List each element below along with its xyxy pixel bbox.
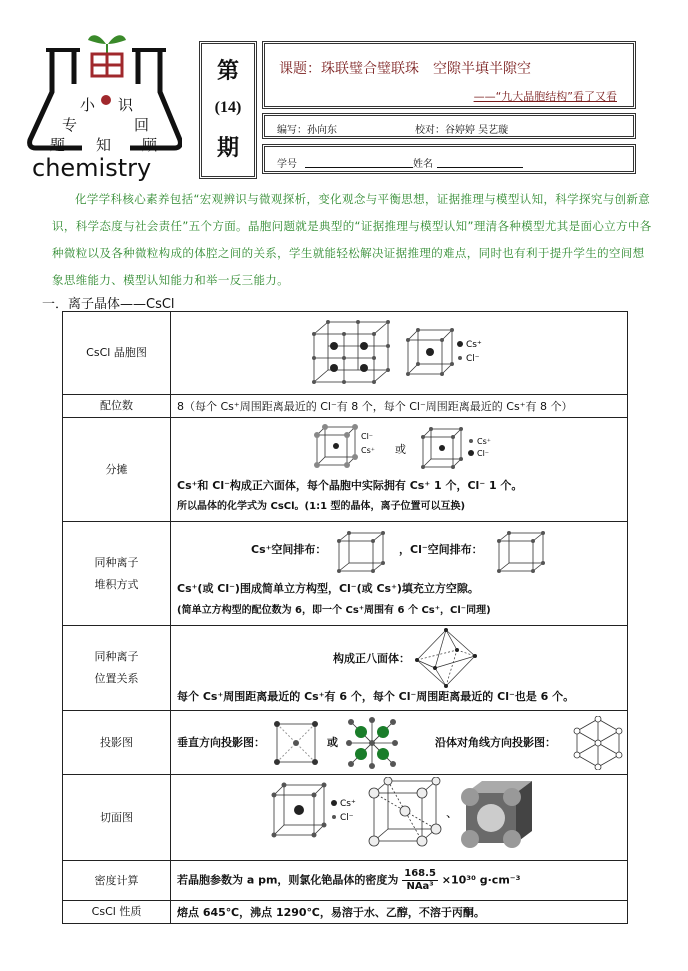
octahedron-diagram (413, 628, 479, 688)
position-line-1: 每个 Cs⁺周围距离最近的 Cs⁺有 6 个，每个 Cl⁻周围距离最近的 Cl⁻也是 6 个。 (177, 690, 575, 703)
student-info-box (262, 144, 636, 174)
topic-title: 课题：珠联璧合璧联珠 空隙半填半隙空 (279, 61, 531, 77)
issue-suffix: 期 (216, 135, 239, 161)
svg-text:Cs⁺: Cs⁺ (477, 436, 491, 446)
row-label-pos-2: 位置关系 (94, 672, 139, 685)
svg-text:Cs⁺: Cs⁺ (340, 799, 356, 809)
vertical-projection-label: 垂直方向投影图： (177, 735, 265, 749)
cs-arrangement-label: Cs⁺空间排布： (251, 542, 327, 556)
section-title: 一．离子晶体——CsCl (42, 297, 175, 312)
cl-arrangement-cube (495, 529, 551, 575)
student-no-label: 学号 (277, 159, 297, 170)
svg-text:chemistry: chemistry (32, 154, 152, 182)
topic-box (262, 41, 636, 109)
legend-cl: Cl⁻ (466, 353, 480, 364)
issue-number: (14) (214, 99, 242, 116)
row-label-section-view: 切面图 (63, 775, 171, 861)
density-prefix: 若晶胞参数为 a pm，则氯化铯晶体的密度为 (177, 873, 399, 887)
svg-text:专: 专 (62, 116, 78, 134)
stack-line-1: Cs⁺(或 Cl⁻)围成简单立方构型，Cl⁻(或 Cs⁺)填充立方空隙。 (177, 581, 479, 595)
intro-paragraph: 化学学科核心素养包括“宏观辨识与微观探析，变化观念与平衡思想，证据推理与模型认知，科学探究与创新意识，科学态度与社会责任”五个方面。晶胞问题就是典型的“证据推理与模型认知”理清各种模型尤其是面心立方中各种微粒以及各种微粒构成的体腔之间的关系，学生就能轻松解决证据推理的难点，同时也有利于提升学生的空间想象思维能力、模型认知能力和举一反三能力。 (52, 192, 652, 287)
svg-text:Cl⁻: Cl⁻ (361, 431, 374, 441)
diagonal-projection (571, 716, 625, 770)
row-label-projection: 投影图 (63, 711, 171, 775)
issue-prefix: 第 (216, 58, 239, 84)
cl-arrangement-label: ，Cl⁻空间排布： (399, 542, 483, 556)
or-label: 或 (327, 735, 338, 749)
row-label-density: 密度计算 (63, 861, 171, 901)
density-fraction: $\frac{168.5}{\text{NAa³}}$ (404, 868, 436, 892)
row-label-stack-1: 同种离子 (94, 555, 139, 569)
legend-cs: Cs⁺ (466, 339, 482, 350)
cscl-table (62, 311, 628, 924)
vertical-projection-1 (273, 720, 319, 766)
share-diagram (299, 423, 499, 473)
chemistry-logo (22, 22, 182, 182)
svg-text:或: 或 (395, 442, 406, 456)
diagonal-projection-label: 沿体对角线方向投影图： (435, 735, 556, 749)
svg-text:Cl⁻: Cl⁻ (477, 448, 490, 458)
issue-number-box (199, 41, 257, 179)
density-suffix: ×10³⁰ g·cm⁻³ (441, 873, 521, 887)
svg-text:回: 回 (134, 116, 150, 134)
row-label-unit-cell: CsCl 晶胞图 (63, 312, 171, 395)
unit-cell-diagram (304, 316, 494, 388)
vertical-projection-2 (345, 716, 399, 770)
name-field[interactable] (437, 167, 523, 168)
svg-text:知: 知 (96, 136, 112, 154)
svg-text:顾: 顾 (142, 136, 158, 154)
properties-text: 熔点 645℃，沸点 1290℃，易溶于水、乙醇，不溶于丙酮。 (171, 901, 628, 924)
proofreader-label: 校对：谷婷婷 吴艺璇 (415, 125, 509, 136)
svg-text:小: 小 (80, 96, 96, 114)
svg-text:、: 、 (446, 806, 459, 820)
svg-text:Cl⁻: Cl⁻ (340, 813, 354, 823)
share-line-2: 所以晶体的化学式为 CsCl。(1:1 型的晶体，离子位置可以互换) (177, 500, 466, 512)
section-view-diagram (254, 777, 544, 855)
share-line-1: Cs⁺和 Cl⁻构成正六面体，每个晶胞中实际拥有 Cs⁺ 1 个，Cl⁻ 1 个。 (177, 478, 523, 492)
name-label: 姓名 (413, 159, 433, 170)
row-label-stack-2: 堆积方式 (94, 577, 139, 591)
credits-box (262, 113, 636, 139)
coordination-text: 8（每个 Cs⁺周围距离最近的 Cl⁻有 8 个，每个 Cl⁻周围距离最近的 Cs⁺有 8 个） (171, 395, 628, 418)
svg-text:题: 题 (50, 136, 66, 154)
stack-line-2: (简单立方构型的配位数为 6，即一个 Cs⁺周围有 6 个 Cs⁺，Cl⁻同理) (177, 604, 491, 616)
cs-arrangement-cube (335, 529, 391, 575)
row-label-properties: CsCl 性质 (63, 901, 171, 924)
octahedron-label: 构成正八面体： (333, 652, 410, 665)
student-no-field[interactable] (305, 167, 413, 168)
row-label-coordination: 配位数 (63, 395, 171, 418)
svg-text:识: 识 (118, 96, 134, 114)
row-label-share: 分摊 (63, 418, 171, 522)
topic-subtitle: ——“九大晶胞结构”看了又看 (473, 90, 617, 103)
row-label-pos-1: 同种离子 (94, 650, 139, 663)
svg-text:Cs⁺: Cs⁺ (361, 445, 375, 455)
editor-label: 编写：孙向东 (277, 125, 337, 136)
